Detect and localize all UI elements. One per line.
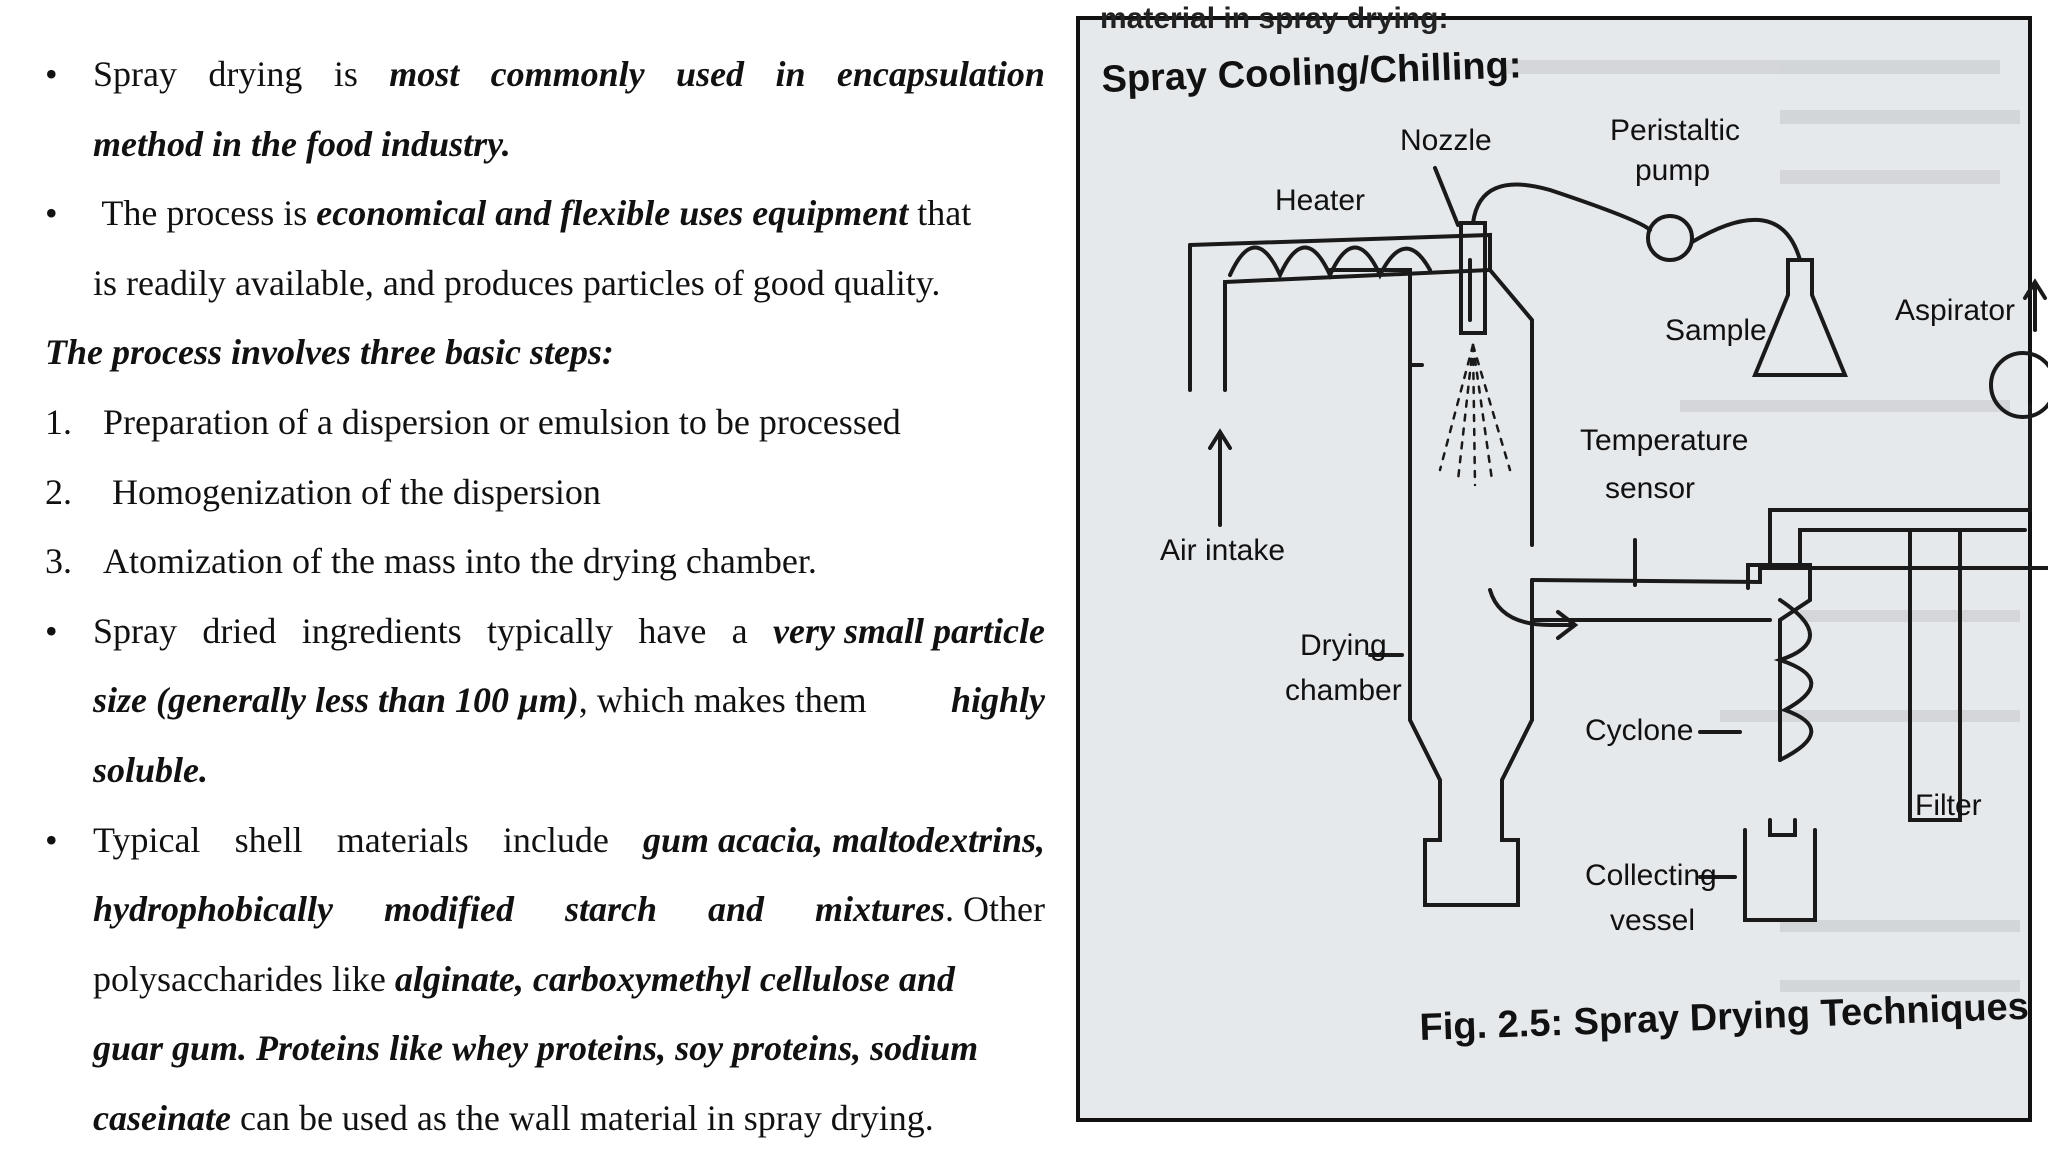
- aspirator-label: Aspirator: [1895, 294, 2016, 327]
- step-text: Homogenization of the dispersion: [103, 471, 601, 512]
- temperature-label-1: Temperature: [1580, 424, 1749, 457]
- step-1: [45, 388, 1045, 458]
- word: and: [707, 889, 764, 930]
- bullet-marker: •: [45, 193, 58, 234]
- word: starch: [564, 889, 657, 930]
- step-2: [45, 458, 1045, 528]
- top-cut-text: material in spray drying:: [1100, 2, 1449, 35]
- figure-heading: Spray Cooling/Chilling:: [1100, 44, 1523, 101]
- word: used: [676, 54, 745, 94]
- bullet-4-line-2: [45, 875, 1045, 945]
- word: modified: [383, 889, 514, 930]
- air-intake-label: Air intake: [1160, 534, 1286, 567]
- text-run: can be used as the wall material in spray drying.: [230, 1097, 934, 1138]
- sample-label: Sample: [1665, 314, 1767, 347]
- collecting-label-2: vessel: [1610, 904, 1696, 937]
- bullet-3-line-2: [45, 666, 1045, 736]
- word: . Other: [945, 889, 1045, 930]
- bullet-marker: •: [45, 54, 58, 94]
- text-run: that: [908, 193, 972, 234]
- word: materials: [336, 819, 469, 860]
- step-3: [45, 527, 1045, 597]
- word: drying: [208, 54, 303, 94]
- word: commonly: [490, 54, 645, 94]
- text-run: alginate, carboxymethyl cellulose and: [394, 958, 955, 999]
- text-run: polysaccharides like: [93, 958, 395, 999]
- bullet-2-line-1: [45, 179, 1045, 249]
- word: mixtures: [814, 889, 946, 930]
- word: Spray: [93, 54, 177, 94]
- word: most: [389, 54, 460, 94]
- step-number: 2.: [45, 471, 72, 512]
- bullet-1-line-2: method in the food industry.: [93, 123, 511, 164]
- bullet-marker: •: [45, 610, 58, 651]
- filter-label: Filter: [1915, 789, 1982, 822]
- slide-text: [45, 40, 1045, 1154]
- temperature-label-2: sensor: [1605, 472, 1696, 505]
- word: gum acacia, maltodextrins,: [642, 819, 1045, 860]
- word: include: [502, 819, 609, 860]
- heater-label: Heater: [1275, 184, 1366, 217]
- text-run: economical and flexible uses equipment: [316, 193, 909, 234]
- cyclone-label: Cyclone: [1585, 714, 1694, 747]
- word: shell: [234, 819, 303, 860]
- bullet-2-line-2: is readily available, and produces particles of good quality.: [93, 262, 941, 303]
- text-run: The process is: [93, 193, 317, 234]
- word: in: [775, 54, 806, 94]
- text-run: caseinate: [93, 1097, 231, 1138]
- bullet-4-line-4: guar gum. Proteins like whey proteins, soy proteins, sodium: [93, 1028, 979, 1069]
- bullet-4-line-3: [45, 945, 1045, 1015]
- collecting-label-1: Collecting: [1585, 859, 1717, 892]
- figure-photo: [1076, 2, 2032, 1122]
- step-number: 1.: [45, 401, 72, 442]
- word: ingredients: [301, 610, 462, 651]
- word: typically: [487, 610, 613, 651]
- text-run: highly: [950, 680, 1045, 721]
- pump-label-2: pump: [1635, 154, 1711, 187]
- bullet-3-line-3: soluble.: [93, 749, 209, 790]
- bullet-4-line-5: [45, 1084, 1045, 1154]
- bullet-4-line-1: [45, 806, 1045, 876]
- spray-drying-diagram: [1080, 2, 2030, 1118]
- bullet-3-line-1: [45, 597, 1045, 667]
- figure-caption: Fig. 2.5: Spray Drying Techniques: [1418, 985, 2030, 1049]
- bullet-marker: •: [45, 819, 58, 860]
- word: Typical: [93, 819, 201, 860]
- drying-label-2: chamber: [1285, 674, 1402, 707]
- step-number: 3.: [45, 541, 72, 582]
- word: dried: [202, 610, 277, 651]
- steps-heading: The process involves three basic steps:: [45, 332, 614, 373]
- bullet-1-line-1: [45, 40, 1045, 110]
- step-text: Preparation of a dispersion or emulsion to be processed: [103, 401, 901, 442]
- word: have: [638, 610, 707, 651]
- nozzle-label: Nozzle: [1400, 124, 1492, 157]
- word: a: [731, 610, 748, 651]
- text-run: , which makes them: [578, 680, 876, 721]
- word: encapsulation: [836, 54, 1045, 94]
- step-text: Atomization of the mass into the drying chamber.: [103, 541, 817, 582]
- pump-label-1: Peristaltic: [1610, 114, 1741, 147]
- text-run: size (generally less than 100 µm): [93, 680, 579, 721]
- word: hydrophobically: [93, 889, 333, 930]
- word: Spray: [93, 610, 177, 651]
- word: very small particle: [773, 610, 1045, 651]
- word: is: [333, 54, 358, 94]
- drying-label-1: Drying: [1300, 629, 1387, 662]
